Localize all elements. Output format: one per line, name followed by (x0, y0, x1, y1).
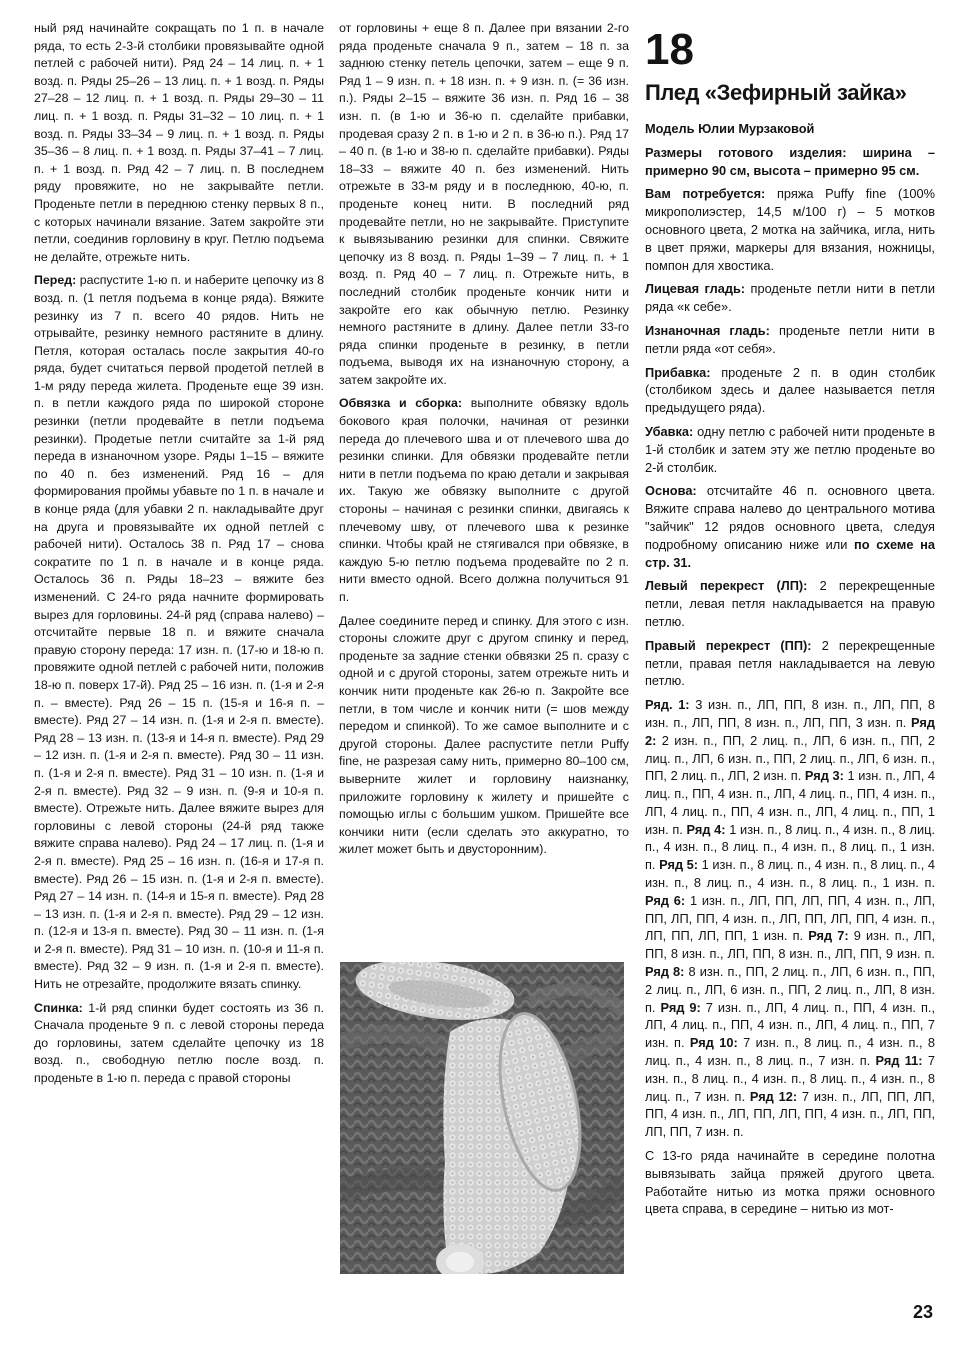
row-4-text: 1 изн. п., 8 лиц. п., 4 изн. п., 8 лиц. п., 4 изн. п., 8 лиц. п., 4 изн. п., 8 лиц. п., 1 изн. п. (645, 821, 936, 873)
row-5-text: 1 изн. п., 8 лиц. п., 4 изн. п., 8 лиц. п., 4 изн. п., 8 лиц. п., 4 изн. п., 8 лиц. п., 1 изн. п. (645, 857, 936, 891)
right-cross-heading: Правый перекрест (ПП): (645, 637, 812, 653)
back-heading: Спинка: (34, 1000, 83, 1015)
materials-text: пряжа Puffy fine (100% микрополиэстер, 14,5 м/100 г) – 5 мотков основного цвета, 2 мотка на зайчика, игла, нить в цвет пряжи, маркеры для вязания, ножницы, помпон для хвостика. (645, 186, 936, 273)
reverse-stockinette (645, 322, 935, 358)
row-8-text: 8 изн. п., ПП, 2 лиц. п., ЛП, 6 изн. п., ПП, 2 лиц. п., ЛП, 6 изн. п., ПП, 2 лиц. п., ЛП, 8 изн. п. (645, 964, 936, 1015)
page-number: 23 (912, 1302, 933, 1322)
row-11-label: Ряд 11: (875, 1053, 923, 1069)
decrease-heading: Убавка: (645, 423, 694, 439)
row-10-label: Ряд 10: (689, 1035, 738, 1051)
paragraph-back (34, 1000, 324, 1088)
bunny-photo (340, 962, 624, 1274)
scheme-reference: по схеме на стр. 31. (645, 536, 935, 570)
left-cross-heading: Левый перекрест (ЛП): (645, 578, 808, 594)
increase (645, 364, 935, 417)
rows-instructions (645, 696, 935, 1141)
paragraph-back-cont: от горловины + еще 8 п. Далее при вязании 2-го ряда проденьте сначала 9 п., затем – 18 п. за заднюю стенку петель цепочки, затем – еще 9 п. Ряд 1 – 9 изн. п. + 18 изн. п. + 9 изн. п. (= 36 изн. п.). Ряды 2–15 – вяжите 36 изн. п. Ряд 16 – 38 изн. п. (в 1-ю и 36-ю п. сделайте прибавки, продевая сразу 2 п. в 1-ю и 2 п. в 36-ю п.). Ряд 17 – 40 п. (в 1-ю и 38-ю п. сделайте прибавки). Ряды 18–33 – вяжите 40 п. без изменений. Нить отрежьте в 33-м ряду и в последнюю, 40-ю, п. проденьте конец нити. В последний ряд продевайте петли, но не закрывайте. Приступите к вывязыванию резинки для спинки. Свяжите цепочку из 8 возд. п. Ряды 1–39 – 7 лиц. п. + 1 возд. п. Ряд 40 – 7 лиц. п. Отрежьте нить, в последний столбик проденьте кончик нити и закройте его как обычную петлю. Резинку немного растяните в длину. Далее петли 33-го ряда спинки проденьте в резинку, в петли подъема, выводя их на изнаночную сторону, а затем закройте их. (339, 21, 629, 387)
front-heading: Перед: (34, 273, 77, 288)
materials (645, 185, 935, 274)
base (645, 482, 935, 571)
row-3-text: 1 изн. п., ЛП, 4 лиц. п., ПП, 4 изн. п., ЛП, 4 лиц. п., ПП, 4 изн. п., ЛП, 4 лиц. п., ПП, 4 изн. п., ЛП, 4 лиц. п., ПП, 1 изн. п. (645, 768, 936, 837)
stockinette-text: проденьте петли нити в петли ряда «к себе». (645, 281, 935, 315)
increase-heading: Прибавка: (645, 364, 711, 380)
row-3-label: Ряд 3: (804, 768, 844, 784)
pattern-number: 18 (645, 25, 694, 74)
left-cross (645, 577, 935, 630)
row-2-text: 2 изн. п., ПП, 2 лиц. п., ЛП, 6 изн. п., ПП, 2 лиц. п., ЛП, 6 изн. п., ПП, 2 лиц. п., ЛП, 6 изн. п., ПП, 2 лиц. п., ЛП, 2 изн. п. (645, 732, 935, 784)
paragraph-assembly (339, 395, 629, 606)
bunny-blanket-image (340, 962, 624, 1274)
row-12-text: 7 изн. п., ЛП, ПП, ЛП, ПП, 4 изн. п., ЛП, ПП, ЛП, ПП, 4 изн. п., ЛП, ПП, ЛП, ПП, 7 изн. п. (645, 1088, 935, 1140)
paragraph-join: Далее соедините перед и спинку. Для этого с изн. стороны сложите друг с другом спинку и перед, проденьте за задние стенки обвязки 25 п. сразу с одной и с другой стороны, затем отрежьте нить и кончик нити проденьте как 26-ю п. Закройте все петли, в том числе и кончик нити (= шов между передом и спинкой). То же самое выполните и с другой стороны. Далее распустите петли Puffy fine, не разрезая саму нить, примерно 80–100 см, выверните жилет и горловину наизнанку, приложите горловину к жилету и пришейте с помощью иглы с большим ушком. Пришейте все кончики нити (если сделать это аккуратно, то жилет может быть и двусторонним). (339, 613, 629, 857)
stockinette-heading: Лицевая гладь: (645, 281, 746, 297)
row-7-label: Ряд 7: (808, 928, 849, 944)
row-5-label: Ряд 5: (659, 857, 699, 873)
base-text: отсчитайте 46 п. основного цвета. Вяжите справа налево до центрального мотива "зайчик" 12 рядов основного цвета, следуя подробному описанию ниже или (645, 483, 935, 552)
row-7-text: 9 изн. п., ЛП, ПП, 8 изн. п., ЛП, ПП, 8 изн. п., ЛП, ПП, 9 изн. п. (645, 928, 936, 962)
row-6-label: Ряд 6: (645, 892, 686, 908)
left-cross-text: 2 перекрещенные петли, левая петля накладывается на правую петлю. (645, 578, 935, 629)
reverse-stockinette-text: проденьте петли нити в петли ряда «от себя». (645, 322, 935, 356)
row-8-label: Ряд 8: (645, 964, 685, 980)
row-12-label: Ряд 12: (749, 1088, 798, 1104)
materials-heading: Вам потребуется: (645, 186, 766, 202)
text-column-3 (645, 25, 936, 1224)
row-1-text: 3 изн. п., ЛП, ПП, 8 изн. п., ЛП, ПП, 8 изн. п., ЛП, ПП, 8 изн. п., ЛП, ПП, 3 изн. п. (645, 697, 935, 730)
row-11-text: 7 изн. п., 8 лиц. п., 4 изн. п., 8 лиц. п., 4 изн. п., 8 лиц. п., 7 изн. п. (645, 1053, 935, 1104)
right-cross (645, 637, 935, 690)
row-10-text: 7 изн. п., 8 лиц. п., 4 изн. п., 8 лиц. п., 4 изн. п., 8 лиц. п., 7 изн. п. (645, 1035, 935, 1069)
assembly-text: выполните обвязку вдоль бокового края полочки, начиная от резинки переда до плечевого шва и от плечевого шва до резинки спинки. Для обвязки продевайте петли нити в петли подъема по краю детали и закрывая их. Такую же обвязку выполните с другой стороны – начиная с резинки спинки, двигаясь к плечевому шву, от плечевого шва к резинке спинки. Чтобы край не стягивался при обвязке, в каждую 5-ю петлю подъема продевайте по 2 п. нити вместо одной. Всего должна получиться 91 п. (339, 396, 629, 604)
sizes: Размеры готового изделия: ширина – примерно 90 см, высота – примерно 95 см. (645, 144, 935, 178)
row-6-text: 1 изн. п., ЛП, ПП, ЛП, ПП, 4 изн. п., ЛП, ПП, ЛП, ПП, 4 изн. п., ЛП, ПП, ЛП, ПП, 4 изн. п., ЛП, ПП, ЛП, ПП, 1 изн. п. (645, 892, 936, 944)
paragraph-bunny-start: С 13-го ряда начинайте в середине полотна вывязывать зайца пряжей другого цвета. Работайте нитью из мотка пряжи основного цвета справа, в середине – нитью из мот- (645, 1148, 935, 1217)
text-column-2 (339, 20, 629, 865)
back-text: 1-й ряд спинки будет состоять из 36 п. Сначала проденьте 9 п. с левой стороны переда до горловины, затем сделайте цепочку из 18 возд. п., свободную петлю после возд. п. проденьте в 1-ю п. переда с правой стороны (34, 1000, 324, 1086)
increase-text: проденьте 2 п. в один столбик (столбиком здесь и далее называется петля предыдущего ряда). (645, 364, 935, 416)
paragraph-front (34, 272, 324, 993)
row-1-label: Ряд. 1: (645, 697, 690, 713)
base-heading: Основа: (645, 483, 697, 499)
pattern-title: Плед «Зефирный зайка» (645, 80, 907, 105)
row-4-label: Ряд 4: (686, 821, 726, 837)
row-2-label: Ряд 2: (645, 714, 935, 748)
stockinette (645, 280, 935, 316)
author-credit: Модель Юлии Мурзаковой (645, 121, 815, 136)
text-column-1 (34, 20, 324, 1094)
row-9-label: Ряд 9: (660, 999, 701, 1015)
assembly-heading: Обвязка и сборка: (339, 396, 463, 411)
reverse-stockinette-heading: Изнаночная гладь: (645, 322, 770, 338)
row-9-text: 7 изн. п., ЛП, 4 лиц. п., ПП, 4 изн. п., ЛП, 4 лиц. п., ПП, 4 изн. п., ЛП, 4 лиц. п., ПП, 7 изн. п. (645, 999, 936, 1051)
right-cross-text: 2 перекрещенные петли, правая петля накладывается на левую петлю. (645, 637, 935, 689)
decrease (645, 423, 935, 476)
paragraph-collar: ный ряд начинайте сокращать по 1 п. в начале ряда, то есть 2-3-й столбики провязывайте одной петлей с рабочей нити). Ряд 24 – 14 лиц. п. + 1 возд. п. Ряды 25–26 – 13 лиц. п. + 1 возд. п. Ряды 27–28 – 12 лиц. п. + 1 возд. п. Ряды 29–30 – 11 лиц. п. + 1 возд. п. Ряды 31–32 – 10 лиц. п. + 1 возд. п. Ряды 33–34 – 9 лиц. п. + 1 возд. п. Ряды 35–36 – 8 лиц. п. + 1 возд. п. Ряды 37–41 – 7 лиц. п. + 1 возд. п. Ряд 42 – 7 лиц. п. В последнем ряду провяжите, но не закрывайте петли. Проденьте петли в переднюю стенку первых 8 п., с которых начинали вязание. Затем закройте эти петли, соединив горловину в круг. Петлю подъема не делайте, отрежьте нить. (34, 21, 324, 264)
front-text: распустите 1-ю п. и наберите цепочку из 8 возд. п. (1 петля подъема в конце ряда). Вяжите резинку из 7 п. всего 40 рядов. Нить не отрывайте, резинку немного растяните в длину. Петля, которая осталась после закрытия 40-го ряда, будет считаться первой продетой петлей в 1-м ряду переда жилета. Проденьте еще 39 изн. п. в петли каждого ряда по широкой стороне резинки (петли продевайте в петли подъема резинки). Продетые петли считайте за 1-й ряд переда в изнаночном узоре. Ряды 1–15 – вяжите по 40 п. без изменений. Ряд 16 – для формирования проймы убавьте по 1 п. в начале и в конце ряда (для убавки 2 п. накладывайте друг на друга и провязывайте их одной петлей с рабочей нити). Осталось 38 п. Ряд 17 – снова сократите по 1 п. в начале и в конце ряда. Осталось 36 п. Ряды 18–23 – вяжите без изменений. С 24-го ряда начните формировать вырез для горловины. 24-й ряд (справа налево) – отсчитайте первые 18 п. и вяжите сначала правую сторону переда: 17 изн. п. (17-ю и 18-ю п. провяжите одной петлей с рабочей нити, положив 18-ю п. поверх 17-й). Ряд 25 – 16 изн. п. (1-я и 2-я п. – вместе). Ряд 26 – 15 п. (15-я и 16-я п. – вместе). Ряд 27 – 14 изн. п. (1-я и 2-я п. вместе). Ряд 28 – 13 изн. п. (13-я и 14-я п. вместе). Ряд 29 – 12 изн. п. (1-я и 2-я п. вместе). Ряд 30 – 11 изн. п. (1-я и 2-я п. вместе). Ряд 31 – 10 изн. п. (1-я и 2-я п. вместе). Ряд 32 – 9 изн. п. (9-я и 10-я п. вместе). Отрежьте нить. Далее вяжите вырез для горловины с левой стороны (24-й ряд также вяжите справа налево). Ряд 24 – 17 лиц. п. (1-я и 2-я п. вместе). Ряд 25 – 16 изн. п. (16-я и 17-я п. вместе). Ряд 26 – 15 изн. п. (1-я и 2-я п. вместе). Ряд 27 – 14 изн. п. (14-я и 15-я п. вместе). Ряд 28 – 13 изн. п. (1-я и 2-я п. вместе). Ряд 29 – 12 изн. п. (12-я и 13-я п. вместе). Ряд 30 – 11 изн. п. (1-я и 2-я п. вместе). Ряд 31 – 10 изн. п. (10-я и 11-я п. вместе). Ряд 32 – 9 изн. п. (1-я и 2-я п. вместе). Нить не отрезайте, продолжите вязать спинку. (34, 273, 324, 992)
decrease-text: одну петлю с рабочей нити проденьте в 1-й столбик и затем эту же петлю проденьте во 2-й столбик. (645, 423, 935, 475)
